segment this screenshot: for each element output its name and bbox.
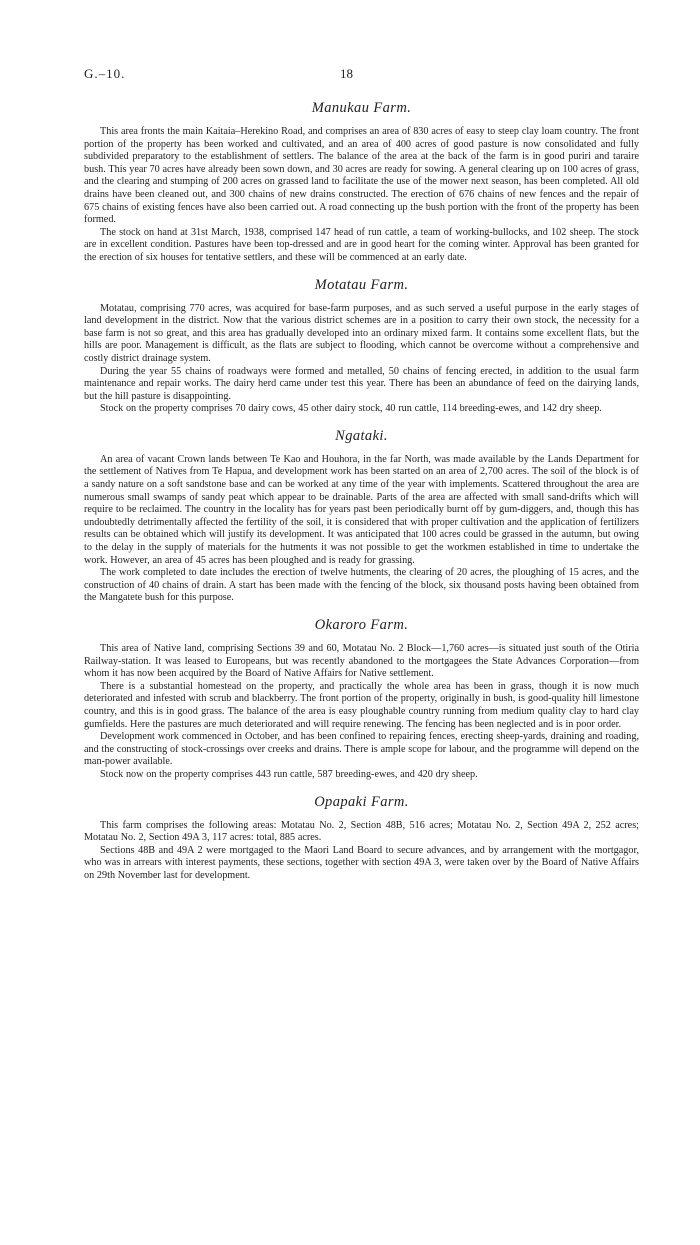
- section-title-ngataki: Ngataki.: [335, 427, 388, 444]
- section-title-manukau: Manukau Farm.: [311, 100, 412, 116]
- section-title-opapaki: Opapaki Farm.: [314, 793, 409, 810]
- paragraph: This farm comprises the following areas: Motatau No. 2, Section 48B, 516 acres; Motatau No. 2, Section 49A 2, 252 acres; Motatau No. 2, Section 49A 3, 117 acres: total, 885 acres.: [84, 819, 639, 844]
- paragraph: The stock on hand at 31st March, 1938, comprised 147 head of run cattle, a team of working-bullocks, and 102 sheep. The stock are in excellent condition. Pastures have been top-dressed and are in good heart for the coming winter. Approval has been granted for the erection of six houses for tentative settlers, and these will be commenced at an early date.: [84, 226, 639, 263]
- paragraph: This area of Native land, comprising Sections 39 and 60, Motatau No. 2 Block—1,760 acres—is situated just south of the Otiria Railway-station. It was leased to Europeans, but was recently abandoned to the mortgagees the State Advances Corporation—from whom it has now been acquired by the Board of Native Affairs for Native settlement.: [84, 643, 639, 680]
- paragraph: Stock now on the property comprises 443 run cattle, 587 breeding-ewes, and 420 dry sheep.: [100, 768, 478, 780]
- page-header: [84, 66, 639, 86]
- paragraph: This area fronts the main Kaitaia–Herekino Road, and comprises an area of 830 acres of easy to steep clay loam country. The front portion of the property has been worked and cultivated, and an area of 400 acres of good pasture is now consolidated and fully subdivided preparatory to the establishment of settlers. The balance of the area at the back of the farm is in good puriri and taraire bush. This year 70 acres have already been sown down, and 30 acres are ready for sowing. A general clearing up on 100 acres of grass, and the clearing and stumping of 200 acres on grassed land to facilitate the use of the mower next season, has been completed. All old drains have been cleaned out, and 300 chains of new drains constructed. The erection of 676 chains of new fences and the repair of 675 chains of existing fences have also been carried out. A road connecting up the bush portion with the front of the property has been formed.: [84, 126, 639, 226]
- paragraph: An area of vacant Crown lands between Te Kao and Houhora, in the far North, was made available by the Lands Department for the settlement of Natives from Te Hapua, and development work has been started on an area of 2,700 acres. The soil of the block is of a sandy nature on a soft sandstone base and can be worked at any time of the year with implements. Scattered throughout the area are numerous small swamps of sandy peat which appear to be drainable. Parts of the area are affected with small sand-drifts which will require to be reclaimed. The country in the locality has for years past been periodically burnt off by gum-diggers, and, though this has undoubtedly detrimentally affected the fertility of the soil, it is considered that with proper cultivation and the application of fertilizers results can be obtained which will justify its development. It was anticipated that 100 acres could be grassed in the autumn, but owing to the delay in the supply of materials for the hutments it was not possible to get the workmen established in time to undertake the work. However, an area of 45 acres has been ploughed and is ready for grassing.: [84, 453, 639, 566]
- section-title-okaroro: Okaroro Farm.: [314, 617, 409, 633]
- paragraph: Sections 48B and 49A 2 were mortgaged to the Maori Land Board to secure advances, and by arrangement with the mortgagor, who was in arrears with interest payments, these sections, together with section 49A 3, were taken over by the Board of Native Affairs on 29th November last for development.: [84, 844, 639, 881]
- paragraph: There is a substantial homestead on the property, and practically the whole area has been in grass, though it is now much deteriorated and infested with scrub and blackberry. The front portion of the property, originally in bush, is good-quality hill limestone country, and this is in good grass. The balance of the area is easy ploughable country running from medium quality clay to hard clay gumfields. Here the pastures are much deteriorated and will require renewing. The fencing has been neglected and is in poor order.: [84, 680, 639, 730]
- paragraph: The work completed to date includes the erection of twelve hutments, the clearing of 20 acres, the ploughing of 15 acres, and the construction of 40 chains of drain. A start has been made with the fencing of the block, six thousand posts having been obtained from the Mangatete bush for this purpose.: [84, 567, 639, 604]
- paragraph: Motatau, comprising 770 acres, was acquired for base-farm purposes, and as such served a useful purpose in the early stages of land development in the district. Now that the various district schemes are in a position to carry their own stock, the necessity for a base farm is not so great, and this area has gradually developed into an ordinary mixed farm. It contains some excellent flats, but the hills are poor. Management is difficult, as the flats are subject to flooding, which cannot be overcome without a comprehensive and costly district drainage system.: [84, 302, 639, 364]
- paragraph: Stock on the property comprises 70 dairy cows, 45 other dairy stock, 40 run cattle, 114 breeding-ewes, and 142 dry sheep.: [100, 403, 602, 415]
- page-reference: G.–10.: [84, 66, 126, 81]
- document-page: [84, 66, 639, 883]
- section-title-motatau: Motatau Farm.: [314, 276, 409, 293]
- paragraph: During the year 55 chains of roadways were formed and metalled, 50 chains of fencing erected, in addition to the usual farm maintenance and repair works. The dairy herd came under test this year. There has been an abundance of feed on the dairying lands, but the hill pasture is disappointing.: [84, 365, 639, 402]
- paragraph: Development work commenced in October, and has been confined to repairing fences, erecting sheep-yards, draining and roading, and the constructing of stock-crossings over creeks and drains. There is ample scope for labour, and the programme will depend on the man-power available.: [84, 731, 639, 768]
- page-number: 18: [340, 66, 353, 81]
